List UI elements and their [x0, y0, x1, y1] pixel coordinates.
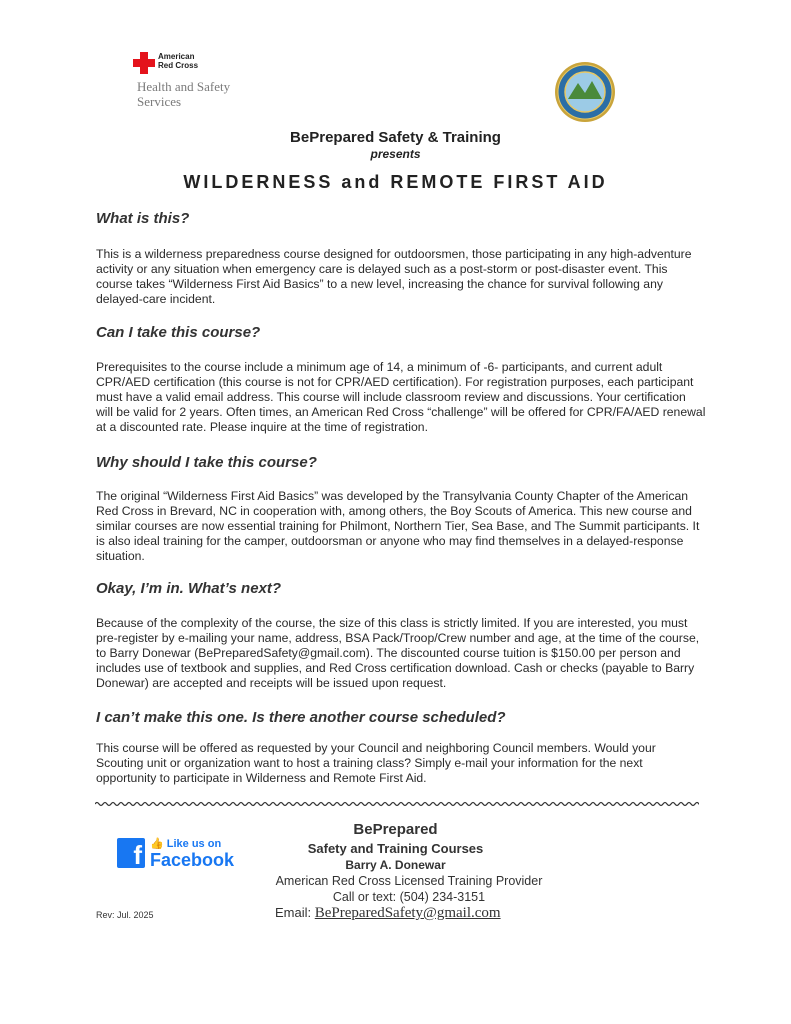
footer-subtitle: Safety and Training Courses: [307, 841, 484, 856]
section-heading-why: Why should I take this course?: [96, 454, 317, 471]
footer-email-line: [275, 905, 501, 922]
course-title: WILDERNESS and REMOTE FIRST AID: [183, 172, 608, 192]
section-body-next: Because of the complexity of the course, the size of this class is strictly limited. If you are interested, you must pre-register by e-mailing your name, address, BSA Pack/Troop/Crew number and age, at the time of the course, to Barry Donewar (BePreparedSafety@gmail.com). The discounted course tuition is $150.00 per person and includes use of textbook and supplies, and Red Cross certification download. Cash or checks (payable to Barry Donewar) are accepted and receipts will be issued upon request.: [96, 616, 700, 690]
facebook-like-label: 👍 Like us on: [150, 838, 222, 850]
footer-email-link[interactable]: BePreparedSafety@gmail.com: [314, 905, 501, 921]
footer-contact-name: Barry A. Donewar: [345, 858, 446, 872]
footer-provider: American Red Cross Licensed Training Provider: [275, 874, 543, 888]
section-heading-eligibility: Can I take this course?: [96, 324, 261, 341]
section-heading-what: What is this?: [96, 210, 190, 227]
revision-date: Rev: Jul. 2025: [96, 910, 154, 920]
footer-brand: BePrepared: [353, 821, 438, 838]
wavy-divider: [95, 799, 699, 809]
facebook-icon: f: [117, 838, 145, 868]
red-cross-wordmark: American Red Cross: [158, 52, 199, 70]
health-safety-services-label: Health and Safety Services: [137, 79, 231, 109]
council-seal-icon: [554, 61, 616, 123]
footer-phone: Call or text: (504) 234-3151: [332, 890, 486, 904]
section-body-what: This is a wilderness preparedness course designed for outdoorsmen, those participating in any high-adventure activity or any situation when emergency care is delayed such as a post-storm or post-disaster event. This course takes “Wilderness First Aid Basics” to a new level, increasing the chance for survival following any delayed-care incident.: [96, 247, 692, 306]
presents-label: presents: [370, 147, 421, 161]
organization-name: BePrepared Safety & Training: [290, 129, 501, 146]
section-body-why: The original “Wilderness First Aid Basics” was developed by the Transylvania County Chapter of the American Red Cross in Brevard, NC in cooperation with, among others, the Boy Scouts of America. This new course and similar courses are now essential training for Philmont, Northern Tier, Sea Base, and The Summit participants. It is also ideal training for the camper, outdoorsman or anyone who may find themselves in a delayed-response situation.: [96, 489, 700, 563]
footer-email-label: Email:: [275, 905, 312, 920]
section-body-eligibility: Prerequisites to the course include a minimum age of 14, a minimum of -6- participants, and current adult CPR/AED certification (this course is not for CPR/AED certification). For registration purposes, each participant must have a valid email address. This course will include classroom review and discussions. Your certification will be valid for 2 years. Often times, an American Red Cross “challenge” will be offered for CPR/FA/AED renewal at a discounted rate. Please inquire at the time of registration.: [96, 360, 706, 434]
section-heading-next: Okay, I’m in. What’s next?: [96, 580, 282, 597]
section-heading-schedule: I can’t make this one. Is there another course scheduled?: [96, 709, 506, 726]
section-body-schedule: This course will be offered as requested by your Council and neighboring Council members. Would your Scouting unit or organization want to host a training class? Simply e-mail your information for the next opportunity to participate in Wilderness and Remote First Aid.: [96, 741, 656, 785]
thumbs-up-icon: 👍: [150, 838, 164, 850]
red-cross-icon: [133, 52, 155, 74]
facebook-name: Facebook: [150, 850, 235, 870]
